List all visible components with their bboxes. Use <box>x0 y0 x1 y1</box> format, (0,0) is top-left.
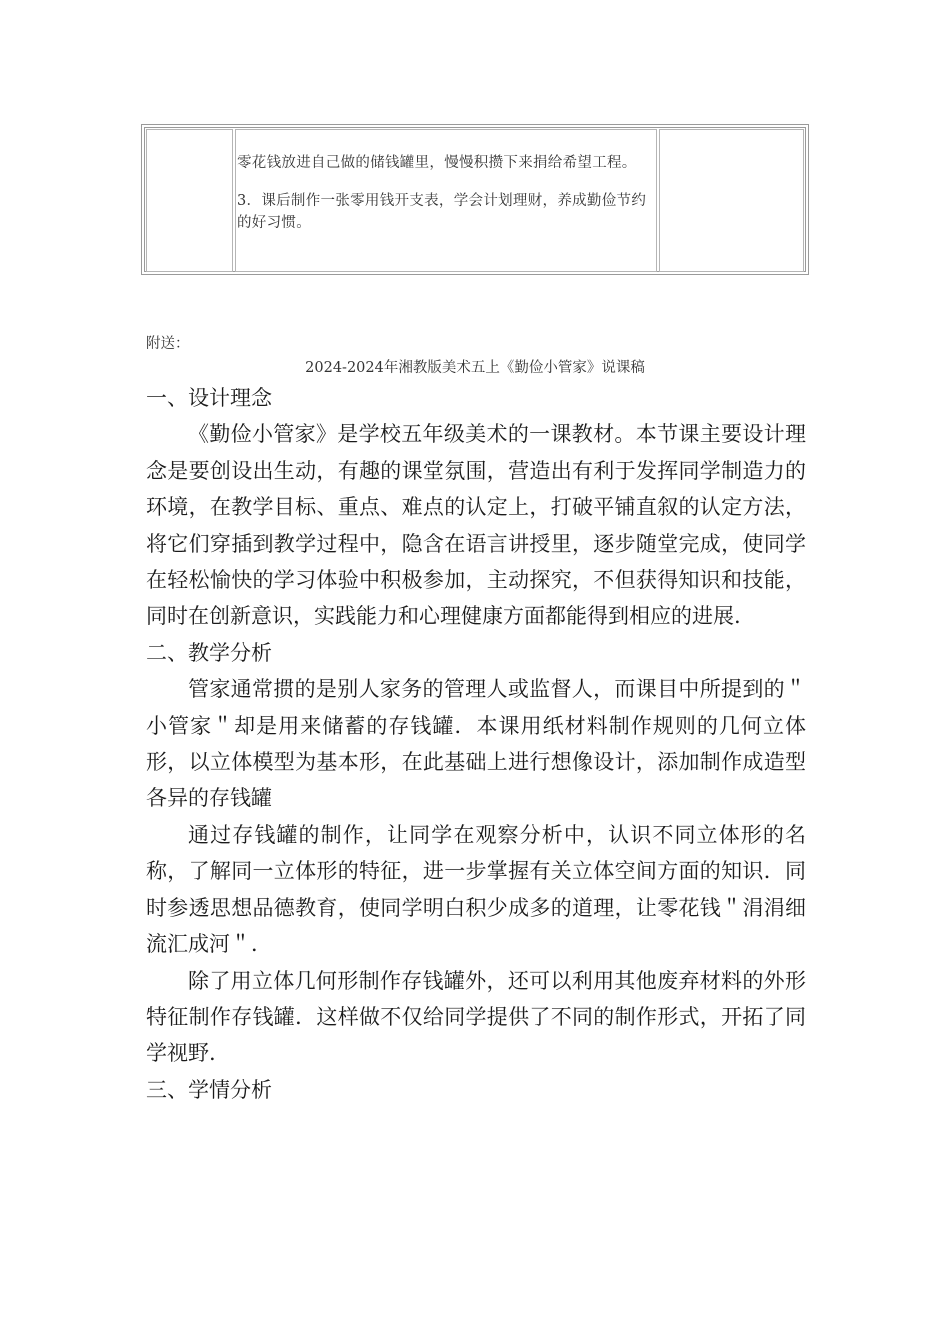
appendix-label: 附送： <box>146 336 190 352</box>
table-line-2: 3．课后制作一张零用钱开支表，学会计划理财，养成勤俭节约的好习惯。 <box>237 193 647 231</box>
section-2-paragraph-2: 通过存钱罐的制作，让同学在观察分析中，认识不同立体形的名称，了解同一立体形的特征，进一步掌握有关立体空间方面的知识．同时参透思想品德教育，使同学明白积少成多的道理，让零花钱＂涓涓细流汇成河＂． <box>146 822 806 957</box>
section-heading-2: 二、教学分析 <box>146 640 272 665</box>
table-cell-empty-left <box>146 129 233 272</box>
section-heading-3: 三、学情分析 <box>146 1077 272 1102</box>
document-body <box>146 380 806 1108</box>
table-cell-empty-right <box>659 129 804 272</box>
section-2-paragraph-3: 除了用立体几何形制作存钱罐外，还可以利用其他废弃材料的外形特征制作存钱罐．这样做不仅给同学提供了不同的制作形式，开拓了同学视野. <box>146 968 806 1066</box>
document-subtitle: 2024-2024年湘教版美术五上《勤俭小管家》说课稿 <box>305 360 645 376</box>
lesson-table <box>141 124 809 275</box>
section-heading-1: 一、设计理念 <box>146 386 272 410</box>
table-cell-content <box>235 129 657 272</box>
section-2-paragraph-1: 管家通常掼的是别人家务的管理人或监督人，而课目中所提到的＂小管家＂却是用来储蓄的存钱罐．本课用纸材料制作规则的几何立体形，以立体模型为基本形，在此基础上进行想像设计，添加制作成造型各异的存钱罐 <box>146 677 806 811</box>
lesson-table-row <box>144 127 806 272</box>
table-line-1: 零花钱放进自己做的储钱罐里，慢慢积攒下来捐给希望工程。 <box>237 155 637 171</box>
section-1-paragraph-1: 《勤俭小管家》是学校五年级美术的一课教材。本节课主要设计理念是要创设出生动，有趣的课堂氛围，营造出有利于发挥同学制造力的环境，在教学目标、重点、难点的认定上，打破平铺直叙的认定方法，将它们穿插到教学过程中，隐含在语言讲授里，逐步随堂完成，使同学在轻松愉快的学习体验中积极参加，主动探究，不但获得知识和技能，同时在创新意识，实践能力和心理健康方面都能得到相应的进展. <box>146 422 806 629</box>
